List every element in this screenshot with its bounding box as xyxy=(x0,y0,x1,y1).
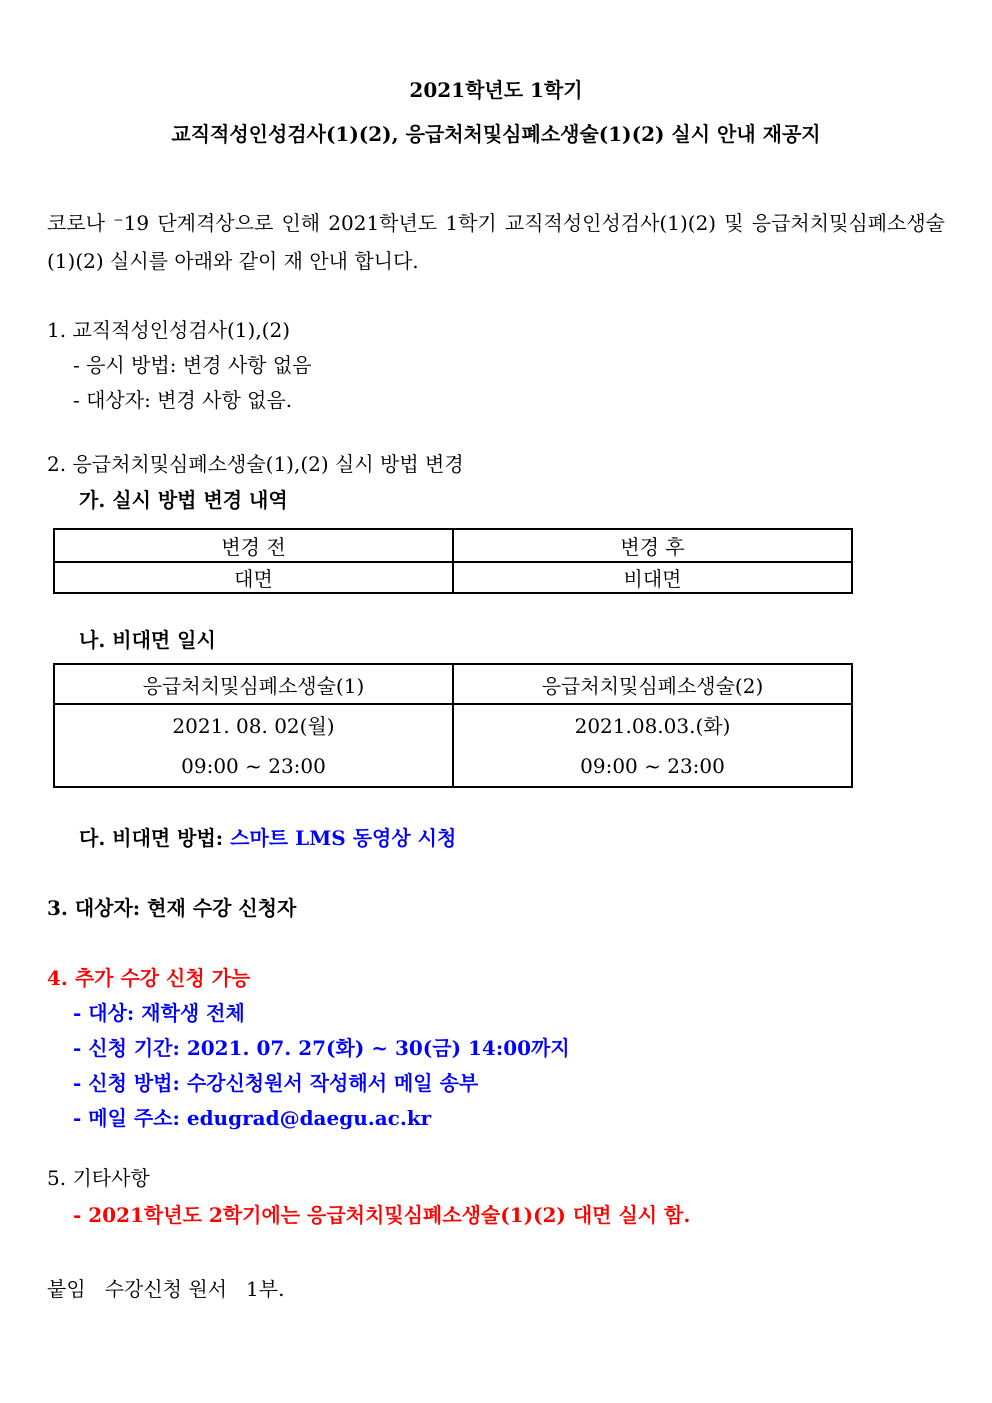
section-4-item-period: - 신청 기간: 2021. 07. 27(화) ~ 30(금) 14:00까지 xyxy=(73,1036,570,1060)
schedule-table-header-course1: 응급처치및심폐소생술(1) xyxy=(54,664,453,704)
schedule-table-cell-course2 xyxy=(453,704,852,787)
section-2-heading: 2. 응급처치및심폐소생술(1),(2) 실시 방법 변경 xyxy=(47,452,464,476)
schedule-table-header-course2: 응급처치및심폐소생술(2) xyxy=(453,664,852,704)
section-1-item: - 대상자: 변경 사항 없음. xyxy=(73,388,293,412)
document-title-line2: 교직적성인성검사(1)(2), 응급처처및심폐소생술(1)(2) 실시 안내 재공지 xyxy=(171,122,821,146)
section-5 xyxy=(47,1164,945,1229)
section-2b-heading: 나. 비대면 일시 xyxy=(79,628,216,652)
change-table-row xyxy=(54,562,852,593)
section-4-item-method: - 신청 방법: 수강신청원서 작성해서 메일 송부 xyxy=(73,1071,479,1095)
section-5-note: - 2021학년도 2학기에는 응급처치및심폐소생술(1)(2) 대면 실시 함. xyxy=(73,1203,691,1227)
section-1-heading: 1. 교직적성인성검사(1),(2) xyxy=(47,318,291,342)
section-2c-line xyxy=(79,824,945,852)
course2-time: 09:00 ~ 23:00 xyxy=(580,753,725,778)
change-table-cell-after: 비대면 xyxy=(453,562,852,593)
section-4-item-email: - 메일 주소: edugrad@daegu.ac.kr xyxy=(73,1106,432,1130)
section-2 xyxy=(47,450,945,852)
change-table-header-row xyxy=(54,529,852,562)
section-1 xyxy=(47,316,945,414)
change-table-header-after: 변경 후 xyxy=(453,529,852,562)
section-4-heading: 4. 추가 수강 신청 가능 xyxy=(47,966,251,990)
change-table-header-before: 변경 전 xyxy=(54,529,453,562)
schedule-table xyxy=(53,663,853,788)
change-table-cell-before: 대면 xyxy=(54,562,453,593)
course2-date: 2021.08.03.(화) xyxy=(574,713,731,738)
section-3-heading: 3. 대상자: 현재 수강 신청자 xyxy=(47,896,297,920)
section-1-item: - 응시 방법: 변경 사항 없음 xyxy=(73,353,312,377)
section-4 xyxy=(47,964,945,1132)
section-2a-heading: 가. 실시 방법 변경 내역 xyxy=(79,488,288,512)
schedule-table-cell-course1 xyxy=(54,704,453,787)
section-2c-label: 다. 비대면 방법: xyxy=(79,826,224,850)
section-4-item-target: - 대상: 재학생 전체 xyxy=(73,1001,245,1025)
attachment-note: 붙임 수강신청 원서 1부. xyxy=(47,1277,285,1301)
intro-paragraph: 코로나 ⁻19 단계격상으로 인해 2021학년도 1학기 교직적성인성검사(1)(2) 및 응급처치및심폐소생술(1)(2) 실시를 아래와 같이 재 안내 합니다. xyxy=(47,211,945,273)
document-title-line1: 2021학년도 1학기 xyxy=(409,78,583,102)
course1-date: 2021. 08. 02(월) xyxy=(172,713,335,738)
change-table xyxy=(53,528,853,594)
section-2c-value: 스마트 LMS 동영상 시청 xyxy=(230,826,457,850)
schedule-table-header-row xyxy=(54,664,852,704)
schedule-table-row xyxy=(54,704,852,787)
section-5-heading: 5. 기타사항 xyxy=(47,1166,150,1190)
course1-time: 09:00 ~ 23:00 xyxy=(181,753,326,778)
